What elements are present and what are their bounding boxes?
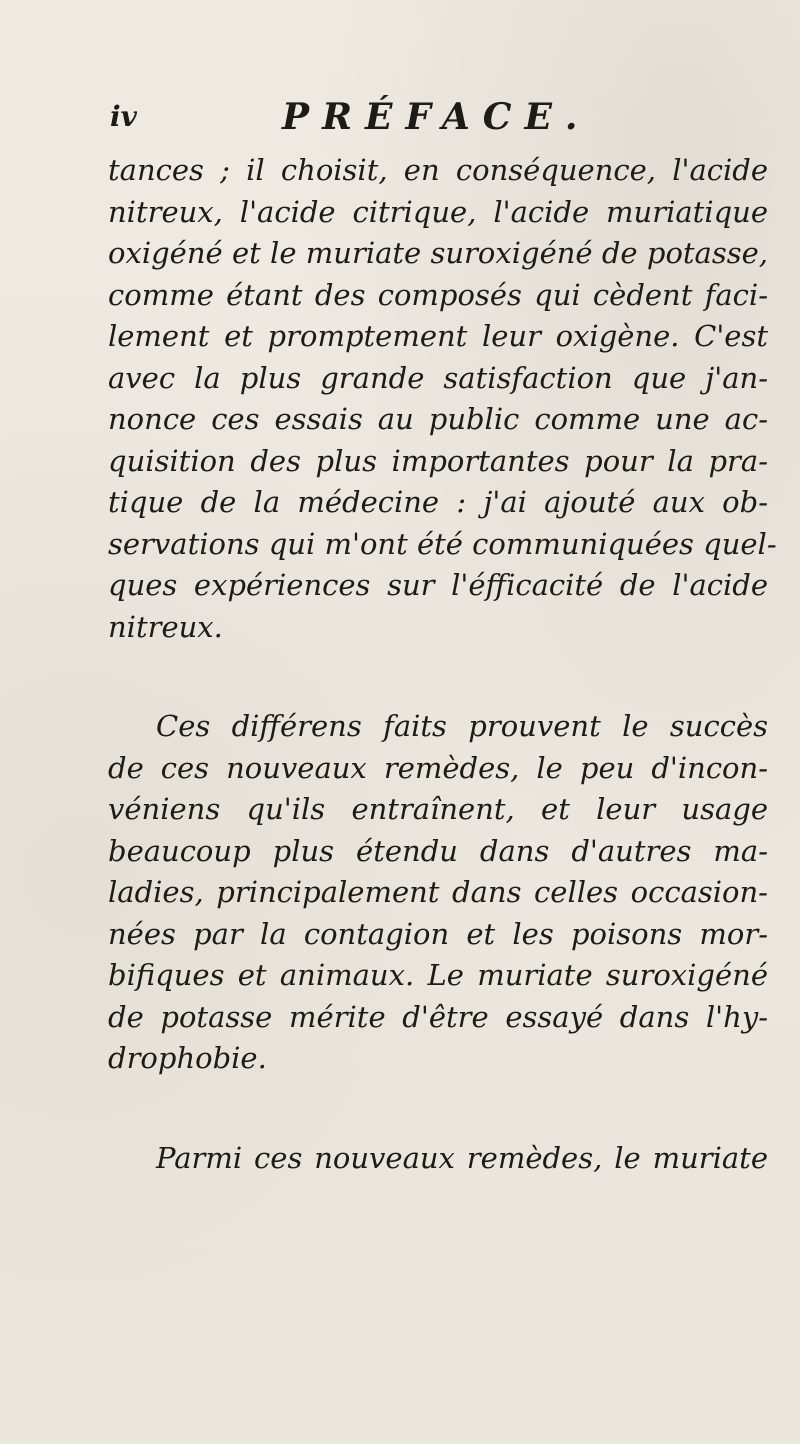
text-line: ladies, principalement dans celles occasion- xyxy=(108,875,768,909)
body-text xyxy=(108,150,777,1179)
text-line: quisition des plus importantes pour la pra- xyxy=(108,443,768,478)
text-line: nées par la contagion et les poisons mor- xyxy=(108,916,768,951)
text-line: Parmi ces nouveaux remèdes, le muriate xyxy=(156,1140,768,1175)
text-line: bifiques et animaux. Le muriate suroxigéné xyxy=(108,958,768,992)
paragraph-gap xyxy=(108,648,768,706)
text-line: avec la plus grande satisfaction que j'an- xyxy=(108,360,768,395)
paragraph-2 xyxy=(108,706,768,1080)
paragraph-3 xyxy=(108,1138,768,1180)
text-line: oxigéné et le muriate suroxigéné de potasse, xyxy=(108,236,768,270)
text-line: beaucoup plus étendu dans d'autres ma- xyxy=(108,833,768,868)
running-title: PRÉFACE. xyxy=(282,96,591,138)
text-line: de potasse mérite d'être essayé dans l'hy- xyxy=(108,999,768,1034)
page-number: iv xyxy=(110,100,137,133)
text-line: nonce ces essais au public comme une ac- xyxy=(108,402,768,436)
text-line: tances ; il choisit, en conséquence, l'acide xyxy=(108,153,768,187)
paragraph-1 xyxy=(108,150,777,648)
text-line: lement et promptement leur oxigène. C'est xyxy=(108,319,768,353)
text-line: servations qui m'ont été communiquées quel- xyxy=(108,526,777,561)
text-line: drophobie. xyxy=(108,1041,267,1075)
text-line: comme étant des composés qui cèdent faci- xyxy=(108,277,768,312)
text-line: de ces nouveaux remèdes, le peu d'incon- xyxy=(108,750,768,785)
text-line: nitreux. xyxy=(108,609,223,644)
text-line: ques expériences sur l'éfficacité de l'acide xyxy=(108,568,768,602)
text-line: nitreux, l'acide citrique, l'acide muriatique xyxy=(108,194,768,229)
text-line: Ces différens faits prouvent le succès xyxy=(156,709,768,743)
text-line: véniens qu'ils entraînent, et leur usage xyxy=(108,792,768,826)
page-header xyxy=(110,96,670,140)
paragraph-gap xyxy=(108,1080,768,1138)
text-line: tique de la médecine : j'ai ajouté aux ob- xyxy=(108,485,768,519)
